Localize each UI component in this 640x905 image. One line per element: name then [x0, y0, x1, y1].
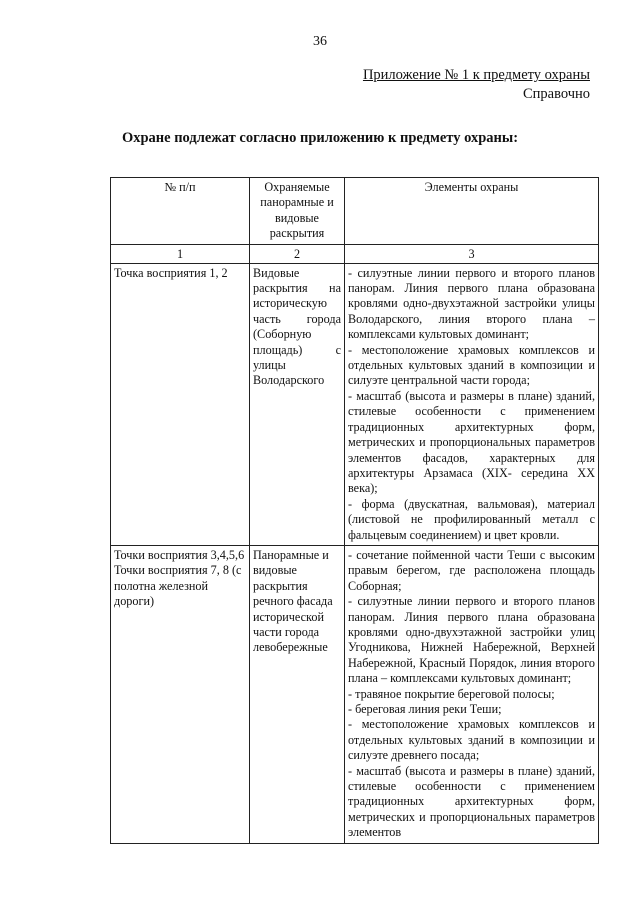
- element-item: - масштаб (высота и размеры в плане) зданий, стилевые особенности с применением традиционных архитектурных форм, метрических и пропорциональных параметров элементов фасадов, характерных для архитектуры Арзамаса (XIX- середина XX века);: [348, 388, 595, 496]
- protection-elements: [345, 545, 599, 843]
- element-item: - масштаб (высота и размеры в плане) зданий, стилевые особенности с применением традиционных архитектурных форм, метрических и пропорциональных параметров элементов: [348, 763, 595, 840]
- header-elements: Элементы охраны: [345, 178, 599, 245]
- appendix-subtitle: Справочно: [522, 86, 590, 102]
- column-number: 2: [250, 244, 345, 263]
- column-number: 1: [111, 244, 250, 263]
- header-number: № п/п: [111, 178, 250, 245]
- element-item: - береговая линия реки Теши;: [348, 702, 502, 716]
- element-item: - местоположение храмовых комплексов и отдельных культовых зданий в композиции и силуэте древнего посада;: [348, 717, 595, 763]
- table-header-row: [111, 178, 599, 245]
- appendix-title: Приложение № 1 к предмету охраны: [362, 67, 590, 83]
- protection-elements: [345, 263, 599, 545]
- perception-point: Точка восприятия 1, 2: [111, 263, 250, 545]
- document-heading: Охране подлежат согласно приложению к предмету охраны:: [121, 130, 519, 146]
- page-number: 36: [313, 34, 327, 49]
- table-row: [111, 263, 599, 545]
- column-number-row: [111, 244, 599, 263]
- element-item: - местоположение храмовых комплексов и отдельных культовых зданий в композиции и силуэте центральной части города;: [348, 342, 595, 388]
- protection-table: [110, 177, 599, 844]
- element-item: - травяное покрытие береговой полосы;: [348, 686, 555, 701]
- appendix-header: [363, 66, 590, 104]
- table-row: [111, 545, 599, 843]
- view-description: Панорамные и видовые раскрытия речного фасада исторической части города левобережные: [250, 545, 345, 843]
- element-item: - силуэтные линии первого и второго планов панорам. Линия первого плана образована кровлями одно-двухэтажной застройки улицы Володарского, линия второго плана – комплексами культовых доминант;: [348, 265, 595, 342]
- perception-point: Точки восприятия 3,4,5,6 Точки восприятия 7, 8 (с полотна железной дороги): [111, 545, 250, 843]
- element-item: - силуэтные линии первого и второго планов панорам. Линия первого плана образована кровлями одно-двухэтажной застройки улиц Угодникова, Нижней Набережной, Верхней Набережной, Красный Порядок, линия второго плана – комплексами культовых доминант;: [348, 594, 595, 686]
- column-number: 3: [345, 244, 599, 263]
- element-item: - форма (двускатная, вальмовая), материал (листовой не профилированный металл с фальцевым соединением) и цвет кровли.: [348, 496, 595, 542]
- element-item: - сочетание пойменной части Теши с высоким правым берегом, где расположена площадь Соборная;: [348, 547, 595, 593]
- view-description: Видовые раскрытия на историческую часть города (Соборную площадь) с улицы Володарского: [250, 263, 345, 545]
- header-views: Охраняемые панорамные и видовые раскрытия: [250, 178, 345, 245]
